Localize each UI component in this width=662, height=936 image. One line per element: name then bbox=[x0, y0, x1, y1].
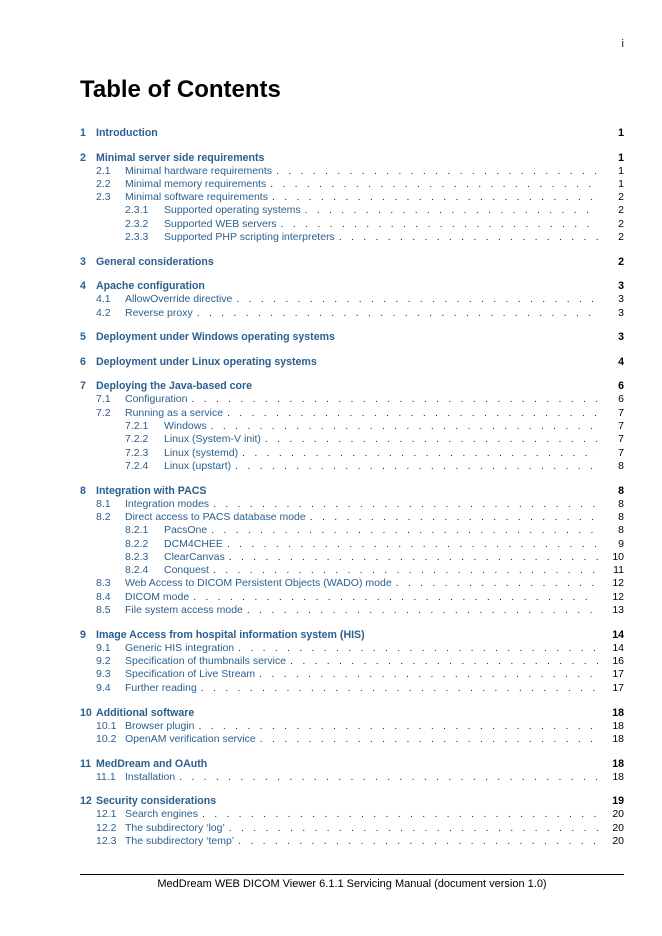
toc-dot-leader bbox=[305, 204, 598, 217]
toc-entry-number: 4.2 bbox=[96, 306, 111, 319]
toc-entry-number: 8.2.1 bbox=[125, 524, 149, 537]
toc-entry-title: Linux (upstart) bbox=[164, 459, 232, 472]
toc-dot-leader bbox=[235, 460, 598, 473]
toc-entry-number: 12.3 bbox=[96, 835, 117, 847]
toc-page-number: 2 bbox=[618, 230, 624, 243]
chapter-gap bbox=[80, 320, 624, 331]
toc-entry-title: Supported PHP scripting interpreters bbox=[164, 230, 335, 243]
toc-entry-number: 4 bbox=[80, 280, 86, 293]
toc-dot-leader bbox=[238, 642, 598, 655]
toc-page-number: 19 bbox=[612, 795, 624, 808]
toc-page-number: 7 bbox=[618, 419, 624, 432]
toc-entry-title: File system access mode bbox=[125, 604, 243, 617]
toc-dot-leader bbox=[259, 668, 598, 681]
toc-page-number: 6 bbox=[618, 380, 624, 393]
toc-chapter-link[interactable] bbox=[80, 255, 624, 269]
toc-entry-title: Additional software bbox=[96, 706, 195, 719]
toc-dot-leader bbox=[270, 178, 598, 191]
toc-entry-title: Supported operating systems bbox=[164, 204, 301, 217]
toc-entry-title: Minimal server side requirements bbox=[96, 151, 265, 164]
toc-entry-number: 12.1 bbox=[96, 808, 117, 821]
toc-entry-number: 7 bbox=[80, 380, 86, 393]
toc-entry-number: 2 bbox=[80, 151, 86, 164]
toc-entry-title: Search engines bbox=[125, 808, 198, 821]
chapter-gap bbox=[80, 344, 624, 355]
toc-entry-title: Browser plugin bbox=[125, 719, 195, 732]
toc-entry-number: 2.1 bbox=[96, 164, 111, 177]
toc-dot-leader bbox=[202, 808, 598, 821]
toc-entry-title: AllowOverride directive bbox=[125, 293, 233, 306]
chapter-gap bbox=[80, 369, 624, 380]
toc-dot-leader bbox=[290, 655, 598, 668]
toc-entry-title: Deployment under Linux operating systems bbox=[96, 355, 317, 368]
toc-dot-leader bbox=[227, 407, 598, 420]
chapter-gap bbox=[80, 140, 624, 151]
chapter-gap bbox=[80, 695, 624, 706]
toc-page-number: 7 bbox=[618, 433, 624, 446]
toc-page-number: 12 bbox=[612, 577, 624, 590]
toc-entry-title: Security considerations bbox=[96, 795, 217, 808]
page-title: Table of Contents bbox=[80, 76, 281, 103]
toc-page-number: 3 bbox=[618, 306, 624, 319]
toc-entry-title: Minimal memory requirements bbox=[125, 177, 267, 190]
toc-page-number: 4 bbox=[618, 355, 624, 368]
toc-subsection-link[interactable] bbox=[80, 551, 624, 564]
toc-page-number: 8 bbox=[618, 459, 624, 472]
toc-subsection-link[interactable] bbox=[80, 218, 624, 231]
toc-entry-number: 2.2 bbox=[96, 177, 111, 190]
toc-dot-leader bbox=[213, 564, 598, 577]
toc-dot-leader bbox=[197, 307, 598, 320]
chapter-gap bbox=[80, 269, 624, 280]
toc-page-number: 20 bbox=[612, 835, 624, 847]
toc-entry-number: 5 bbox=[80, 331, 86, 344]
toc-dot-leader bbox=[238, 835, 598, 848]
toc-page-number: 14 bbox=[612, 628, 624, 641]
page-number: i bbox=[621, 38, 624, 50]
toc-entry-number: 1 bbox=[80, 127, 86, 139]
toc-page-number: 18 bbox=[612, 719, 624, 732]
toc-entry-title: Minimal hardware requirements bbox=[125, 164, 273, 177]
toc-dot-leader bbox=[227, 538, 598, 551]
toc-entry-title: Running as a service bbox=[125, 406, 224, 419]
toc-entry-number: 11.1 bbox=[96, 770, 116, 783]
toc-page-number: 17 bbox=[612, 681, 624, 694]
toc-entry-title: Generic HIS integration bbox=[125, 641, 235, 654]
toc-entry-number: 3 bbox=[80, 255, 86, 268]
toc-entry-number: 8 bbox=[80, 484, 86, 497]
toc-chapter-link[interactable] bbox=[80, 126, 624, 140]
toc-entry-number: 11 bbox=[80, 757, 92, 770]
footer-text: MedDream WEB DICOM Viewer 6.1.1 Servicing Manual (document version 1.0) bbox=[157, 878, 547, 890]
toc-subsection-link[interactable] bbox=[80, 433, 624, 446]
toc-chapter-link[interactable] bbox=[80, 379, 624, 393]
toc-entry-number: 7.2 bbox=[96, 406, 111, 419]
toc-subsection-link[interactable] bbox=[80, 447, 624, 460]
toc-chapter-link[interactable] bbox=[80, 628, 624, 642]
toc-page-number: 8 bbox=[618, 497, 624, 510]
toc-entry-title: Reverse proxy bbox=[125, 306, 193, 319]
toc-dot-leader bbox=[242, 447, 598, 460]
toc-entry-number: 8.2.3 bbox=[125, 550, 149, 563]
toc-page-number: 2 bbox=[618, 217, 624, 230]
toc-entry-title: DCM4CHEE bbox=[164, 537, 223, 550]
toc-page-number: 8 bbox=[618, 524, 624, 537]
chapter-gap bbox=[80, 244, 624, 255]
toc-entry-number: 9.3 bbox=[96, 668, 111, 681]
toc-chapter-link[interactable] bbox=[80, 330, 624, 344]
toc-entry-number: 8.5 bbox=[96, 604, 111, 617]
toc-subsection-link[interactable] bbox=[80, 231, 624, 244]
toc-entry-title: Direct access to PACS database mode bbox=[125, 510, 306, 523]
toc-entry-number: 2.3.1 bbox=[125, 204, 149, 217]
toc-dot-leader bbox=[198, 720, 598, 733]
toc-page-number: 18 bbox=[612, 732, 624, 745]
toc-section-link[interactable] bbox=[80, 668, 624, 681]
toc-section-link[interactable] bbox=[80, 393, 624, 406]
toc-entry-title: The subdirectory ‘temp’ bbox=[125, 835, 235, 847]
toc-page-number: 13 bbox=[612, 604, 624, 617]
toc-section-link[interactable] bbox=[80, 655, 624, 668]
toc-dot-leader bbox=[247, 604, 598, 617]
toc-subsection-link[interactable] bbox=[80, 524, 624, 537]
toc-dot-leader bbox=[265, 433, 598, 446]
toc-entry-title: ClearCanvas bbox=[164, 550, 225, 563]
toc-entry-number: 8.2.4 bbox=[125, 564, 149, 577]
toc-chapter-link[interactable] bbox=[80, 757, 624, 771]
toc-dot-leader bbox=[260, 733, 598, 746]
toc-chapter-link[interactable] bbox=[80, 355, 624, 369]
toc-entry-number: 7.2.4 bbox=[125, 459, 149, 472]
toc-page-number: 17 bbox=[612, 668, 624, 681]
toc-dot-leader bbox=[179, 771, 598, 784]
toc-page-number: 12 bbox=[612, 590, 624, 603]
toc-page-number: 18 bbox=[612, 770, 624, 783]
toc-entry-title: PacsOne bbox=[164, 524, 208, 537]
toc-section-link[interactable] bbox=[80, 642, 624, 655]
toc-entry-title: Conquest bbox=[164, 564, 209, 577]
toc-page-number: 7 bbox=[618, 406, 624, 419]
toc-dot-leader bbox=[396, 577, 598, 590]
toc-section-link[interactable] bbox=[80, 604, 624, 617]
chapter-gap bbox=[80, 473, 624, 484]
toc-dot-leader bbox=[229, 822, 598, 835]
toc-subsection-link[interactable] bbox=[80, 538, 624, 551]
toc-section-link[interactable] bbox=[80, 577, 624, 590]
toc-entry-number: 10 bbox=[80, 706, 92, 719]
toc-entry-number: 2.3.2 bbox=[125, 217, 149, 230]
toc-page-number: 2 bbox=[618, 191, 624, 204]
toc-section-link[interactable] bbox=[80, 511, 624, 524]
toc-dot-leader bbox=[236, 293, 598, 306]
chapter-gap bbox=[80, 784, 624, 795]
toc-entry-title: Installation bbox=[125, 770, 176, 783]
toc-section-link[interactable] bbox=[80, 733, 624, 746]
table-of-contents bbox=[80, 126, 624, 848]
toc-page-number: 10 bbox=[612, 550, 624, 563]
toc-entry-number: 9.4 bbox=[96, 681, 111, 694]
chapter-gap bbox=[80, 746, 624, 757]
toc-entry-title: Deployment under Windows operating systems bbox=[96, 331, 335, 344]
toc-entry-title: Linux (systemd) bbox=[164, 446, 239, 459]
toc-entry-title: Web Access to DICOM Persistent Objects (WADO) mode bbox=[125, 577, 392, 590]
toc-entry-number: 6 bbox=[80, 355, 86, 368]
toc-page-number: 16 bbox=[612, 655, 624, 668]
toc-page-number: 8 bbox=[618, 484, 624, 497]
toc-page-number: 8 bbox=[618, 510, 624, 523]
toc-entry-title: Introduction bbox=[96, 127, 158, 139]
toc-entry-number: 9.1 bbox=[96, 641, 111, 654]
toc-section-link[interactable] bbox=[80, 682, 624, 695]
toc-chapter-link[interactable] bbox=[80, 794, 624, 808]
toc-entry-title: The subdirectory ‘log’ bbox=[125, 821, 225, 834]
toc-section-link[interactable] bbox=[80, 835, 624, 848]
toc-page-number: 1 bbox=[618, 177, 624, 190]
toc-page-number: 1 bbox=[618, 164, 624, 177]
toc-entry-number: 2.3.3 bbox=[125, 230, 149, 243]
toc-entry-title: General considerations bbox=[96, 255, 214, 268]
toc-dot-leader bbox=[229, 551, 598, 564]
toc-page-number: 6 bbox=[618, 393, 624, 406]
toc-page-number: 2 bbox=[618, 255, 624, 268]
toc-chapter-link[interactable] bbox=[80, 279, 624, 293]
toc-entry-number: 9 bbox=[80, 628, 86, 641]
toc-section-link[interactable] bbox=[80, 591, 624, 604]
toc-page-number: 2 bbox=[618, 204, 624, 217]
toc-entry-number: 8.2.2 bbox=[125, 537, 149, 550]
toc-entry-number: 10.1 bbox=[96, 719, 117, 732]
toc-page-number: 3 bbox=[618, 280, 624, 293]
toc-entry-number: 12 bbox=[80, 795, 92, 808]
toc-dot-leader bbox=[281, 218, 598, 231]
toc-dot-leader bbox=[213, 498, 598, 511]
toc-entry-title: Deploying the Java-based core bbox=[96, 380, 253, 393]
toc-entry-title: Windows bbox=[164, 419, 207, 432]
toc-entry-title: Specification of Live Stream bbox=[125, 668, 256, 681]
toc-subsection-link[interactable] bbox=[80, 564, 624, 577]
toc-page-number: 20 bbox=[612, 808, 624, 821]
toc-entry-title: Specification of thumbnails service bbox=[125, 655, 287, 668]
toc-entry-number: 10.2 bbox=[96, 732, 117, 745]
toc-entry-number: 12.2 bbox=[96, 821, 117, 834]
toc-page-number: 1 bbox=[618, 151, 624, 164]
toc-entry-title: Image Access from hospital information system (HIS) bbox=[96, 628, 365, 641]
toc-dot-leader bbox=[276, 165, 598, 178]
chapter-gap bbox=[80, 617, 624, 628]
toc-section-link[interactable] bbox=[80, 165, 624, 178]
toc-page-number: 3 bbox=[618, 293, 624, 306]
toc-subsection-link[interactable] bbox=[80, 204, 624, 217]
toc-entry-number: 9.2 bbox=[96, 655, 111, 668]
toc-page-number: 3 bbox=[618, 331, 624, 344]
toc-section-link[interactable] bbox=[80, 307, 624, 320]
toc-entry-number: 8.3 bbox=[96, 577, 111, 590]
footer-divider bbox=[80, 874, 624, 875]
toc-entry-title: MedDream and OAuth bbox=[96, 757, 208, 770]
toc-dot-leader bbox=[310, 511, 598, 524]
toc-page-number: 7 bbox=[618, 446, 624, 459]
toc-dot-leader bbox=[193, 591, 598, 604]
toc-dot-leader bbox=[211, 420, 598, 433]
toc-entry-number: 7.2.1 bbox=[125, 419, 149, 432]
toc-entry-title: Configuration bbox=[125, 393, 188, 406]
toc-entry-title: Further reading bbox=[125, 681, 197, 694]
toc-page-number: 9 bbox=[618, 537, 624, 550]
toc-dot-leader bbox=[191, 393, 598, 406]
toc-page-number: 18 bbox=[612, 706, 624, 719]
toc-entry-title: OpenAM verification service bbox=[125, 732, 256, 745]
toc-entry-title: Supported WEB servers bbox=[164, 217, 277, 230]
toc-entry-number: 2.3 bbox=[96, 191, 111, 204]
toc-section-link[interactable] bbox=[80, 191, 624, 204]
toc-page-number: 11 bbox=[613, 564, 624, 577]
toc-section-link[interactable] bbox=[80, 407, 624, 420]
toc-entry-number: 7.2.3 bbox=[125, 446, 149, 459]
toc-entry-title: DICOM mode bbox=[125, 590, 190, 603]
toc-entry-title: Integration with PACS bbox=[96, 484, 207, 497]
toc-chapter-link[interactable] bbox=[80, 151, 624, 165]
toc-chapter-link[interactable] bbox=[80, 706, 624, 720]
toc-entry-title: Minimal software requirements bbox=[125, 191, 268, 204]
toc-chapter-link[interactable] bbox=[80, 484, 624, 498]
toc-entry-number: 7.1 bbox=[96, 393, 111, 406]
toc-page-number: 1 bbox=[618, 127, 624, 139]
toc-dot-leader bbox=[201, 682, 598, 695]
toc-page-number: 18 bbox=[612, 757, 624, 770]
toc-subsection-link[interactable] bbox=[80, 420, 624, 433]
toc-entry-number: 8.2 bbox=[96, 510, 111, 523]
toc-page-number: 20 bbox=[612, 821, 624, 834]
toc-subsection-link[interactable] bbox=[80, 460, 624, 473]
toc-section-link[interactable] bbox=[80, 808, 624, 821]
toc-section-link[interactable] bbox=[80, 293, 624, 306]
toc-dot-leader bbox=[339, 231, 598, 244]
toc-entry-title: Linux (System-V init) bbox=[164, 433, 261, 446]
toc-entry-number: 8.4 bbox=[96, 590, 111, 603]
toc-dot-leader bbox=[272, 191, 598, 204]
toc-section-link[interactable] bbox=[80, 720, 624, 733]
toc-section-link[interactable] bbox=[80, 822, 624, 835]
toc-dot-leader bbox=[211, 524, 598, 537]
toc-section-link[interactable] bbox=[80, 771, 624, 784]
toc-entry-title: Integration modes bbox=[125, 497, 210, 510]
toc-section-link[interactable] bbox=[80, 498, 624, 511]
toc-page-number: 14 bbox=[612, 641, 624, 654]
toc-entry-title: Apache configuration bbox=[96, 280, 205, 293]
toc-section-link[interactable] bbox=[80, 178, 624, 191]
toc-entry-number: 8.1 bbox=[96, 497, 111, 510]
toc-entry-number: 4.1 bbox=[96, 293, 111, 306]
toc-entry-number: 7.2.2 bbox=[125, 433, 149, 446]
